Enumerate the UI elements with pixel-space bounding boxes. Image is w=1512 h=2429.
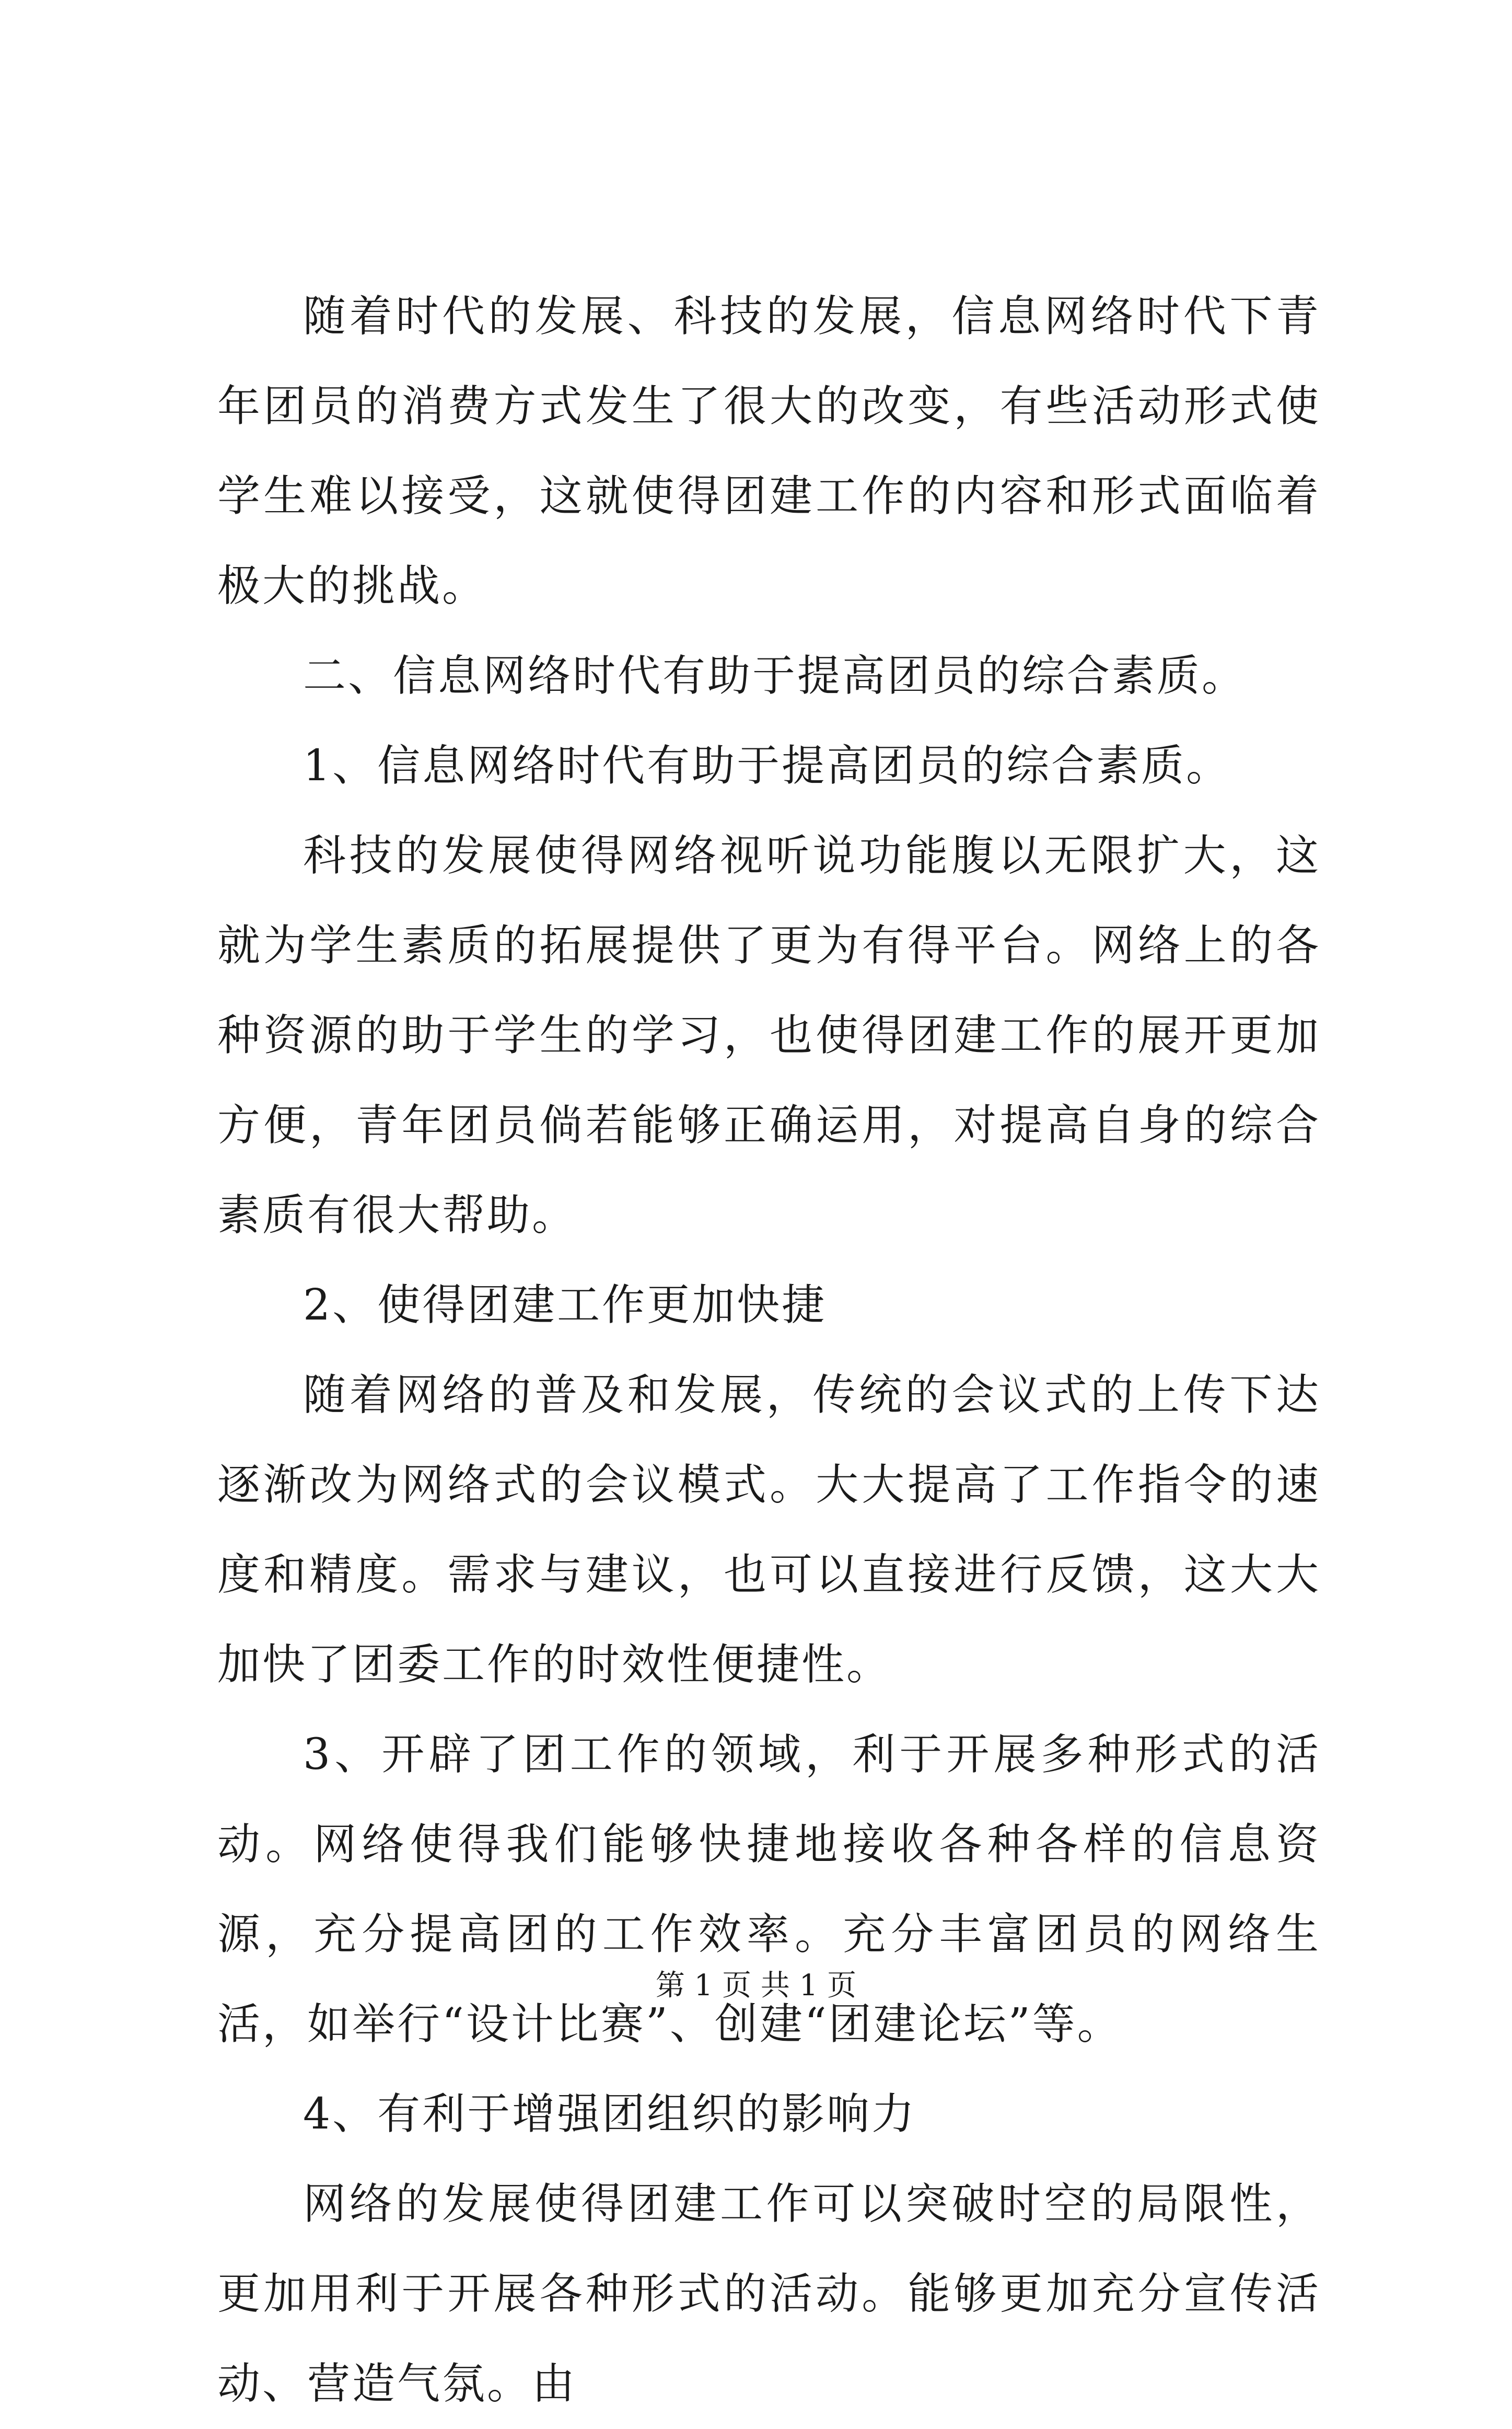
section-heading: 二、信息网络时代有助于提高团员的综合素质。 [303, 651, 1247, 701]
paragraph: 科技的发展使得网络视听说功能腹以无限扩大，这就为学生素质的拓展提供了更为有得平台。网络上的各种资源的助于学生的学习，也使得团建工作的展开更加方便，青年团员倘若能够正确运用，对提高自身的综合素质有很大帮助。 [217, 831, 1321, 1240]
paragraph: 随着网络的普及和发展，传统的会议式的上传下达逐渐改为网络式的会议模式。大大提高了工作指令的速度和精度。需求与建议，也可以直接进行反馈，这大大加快了团委工作的时效性便捷性。 [217, 1370, 1321, 1690]
subsection-heading: 4、有利于增强团组织的影响力 [303, 2089, 917, 2139]
document-body [217, 272, 1321, 2429]
subsection-heading: 1、信息网络时代有助于提高团员的综合素质。 [303, 741, 1231, 791]
subsection-heading: 2、使得团建工作更加快捷 [303, 1280, 827, 1330]
paragraph: 网络的发展使得团建工作可以突破时空的局限性，更加用利于开展各种形式的活动。能够更加充分宣传活动、营造气氛。由 [217, 2179, 1321, 2409]
page-number-footer: 第 1 页 共 1 页 [655, 1969, 857, 2003]
paragraph: 3、开辟了团工作的领域，利于开展多种形式的活动。网络使得我们能够快捷地接收各种各样的信息资源，充分提高团的工作效率。充分丰富团员的网络生活，如举行“设计比赛”、创建“团建论坛”等。 [217, 1730, 1321, 2049]
paragraph: 随着时代的发展、科技的发展，信息网络时代下青年团员的消费方式发生了很大的改变，有些活动形式使学生难以接受，这就使得团建工作的内容和形式面临着极大的挑战。 [217, 292, 1321, 611]
